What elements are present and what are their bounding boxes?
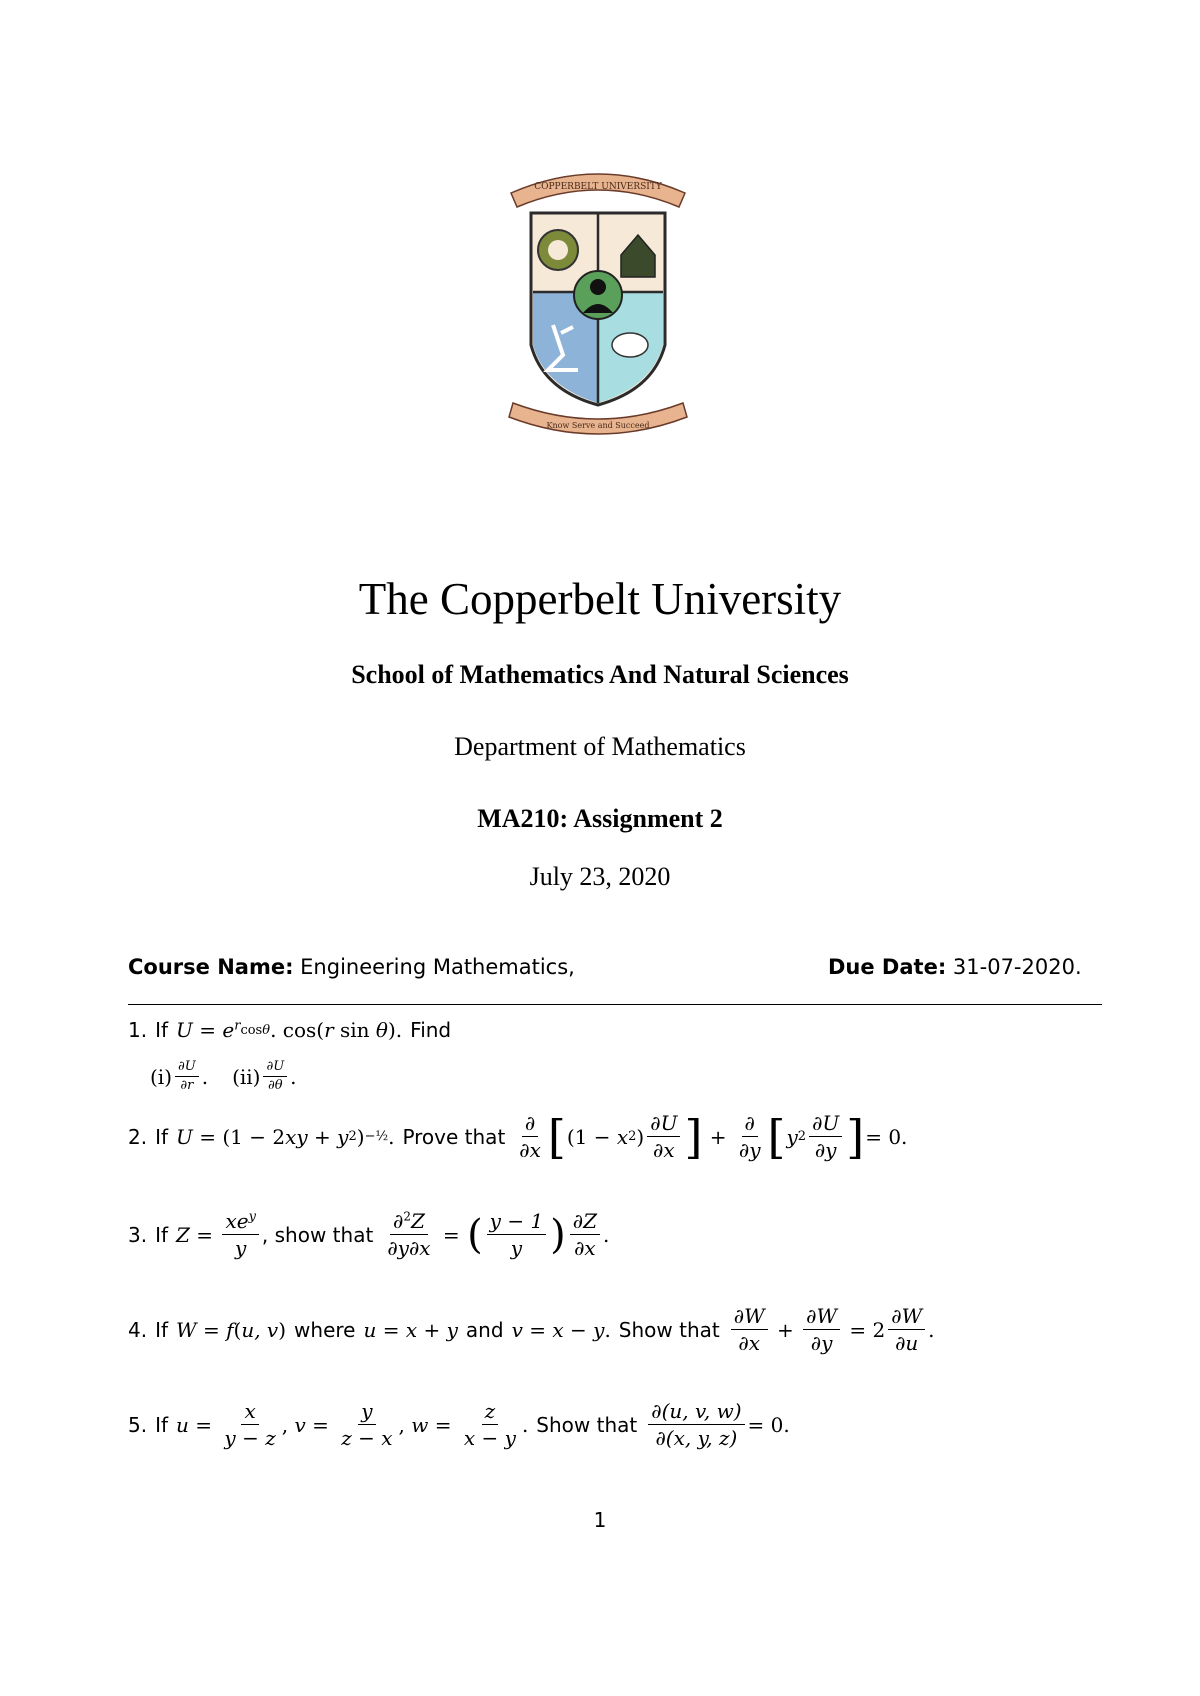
question-2: 2. If U = (1 − 2 xy + y 2 ) −½ . Prove that $\frac{\partial}{\partial x}$ [ (1 − x 2 ) $\frac{\partial U}{\partial x}$ ] + $\frac{\partial}{\partial y}$ [ y 2 $\frac{\partial U}{\partial y}$ ] = 0. — [128, 1109, 908, 1164]
question-show: Show that — [618, 1317, 720, 1342]
assignment-title: MA210: Assignment 2 — [477, 804, 723, 833]
equation: U — [176, 1018, 193, 1042]
question-5: 5. If u = $\frac{x}{y - z}$ , v = $\frac{y}{z - x}$ , w = $\frac{z}{x - y}$ . Show that $\frac{\partial(u, v, w)}{\partial(x, y, z)}$ = 0. — [128, 1399, 790, 1450]
question-number: 3. — [128, 1222, 148, 1247]
due-date-line — [828, 955, 1082, 979]
question-where: where — [294, 1317, 356, 1342]
question-number: 4. — [128, 1317, 148, 1342]
question-prove: Prove that — [402, 1124, 506, 1149]
institution-title: The Copperbelt University — [358, 574, 842, 624]
question-1-parts: (i) $\frac{\partial U}{\partial r}$ . (ii) $\frac{\partial U}{\partial\theta}$ . — [150, 1059, 297, 1094]
part-ii-label: (ii) — [232, 1064, 261, 1089]
question-show: , show that — [261, 1222, 374, 1247]
equals-zero: = 0. — [747, 1412, 790, 1437]
due-value: 31-07-2020. — [952, 955, 1082, 979]
question-find: Find — [410, 1018, 452, 1042]
header-divider — [128, 1004, 1102, 1005]
question-if: If — [155, 1222, 169, 1247]
crest-top-banner-text: COPPERBELT UNIVERSITY — [534, 182, 662, 192]
university-crest-logo — [503, 155, 693, 441]
question-and: and — [465, 1317, 504, 1342]
question-number: 1. — [128, 1018, 148, 1042]
due-label: Due Date: — [828, 955, 947, 979]
question-if: If — [155, 1412, 169, 1437]
question-number: 5. — [128, 1412, 148, 1437]
page-number: 1 — [593, 1508, 607, 1532]
school-name: School of Mathematics And Natural Sciences — [351, 660, 849, 689]
question-show: Show that — [536, 1412, 638, 1437]
course-label: Course Name: — [128, 955, 294, 979]
part-i-label: (i) — [150, 1064, 173, 1089]
question-if: If — [155, 1018, 169, 1042]
question-3: 3. If Z = $\frac{xe^y}{y}$ , show that $\frac{\partial^2Z}{\partial y\partial x}$ = ( $\frac{y - 1}{y}$ ) $\frac{\partial Z}{\partial x}$ . — [128, 1209, 610, 1260]
department-name: Department of Mathematics — [454, 732, 746, 761]
question-1: 1. If U = $e^r$ cos θ . cos( r sin θ ). Find — [128, 1018, 452, 1042]
question-number: 2. — [128, 1124, 148, 1149]
course-value: Engineering Mathematics, — [300, 955, 575, 979]
equals-zero: = 0. — [865, 1124, 908, 1149]
question-4: 4. If W = f ( u, v ) where u = x + y and v = x − y . Show that $\frac{\partial W}{\partial x}$ + $\frac{\partial W}{\partial y}$ = 2 $\frac{\partial W}{\partial u}$ . — [128, 1304, 935, 1355]
question-if: If — [155, 1124, 169, 1149]
crest-bottom-banner-text: Know Serve and Succeed — [546, 421, 650, 430]
assignment-date: July 23, 2020 — [529, 862, 671, 891]
course-name-line — [128, 955, 575, 979]
question-if: If — [155, 1317, 169, 1342]
